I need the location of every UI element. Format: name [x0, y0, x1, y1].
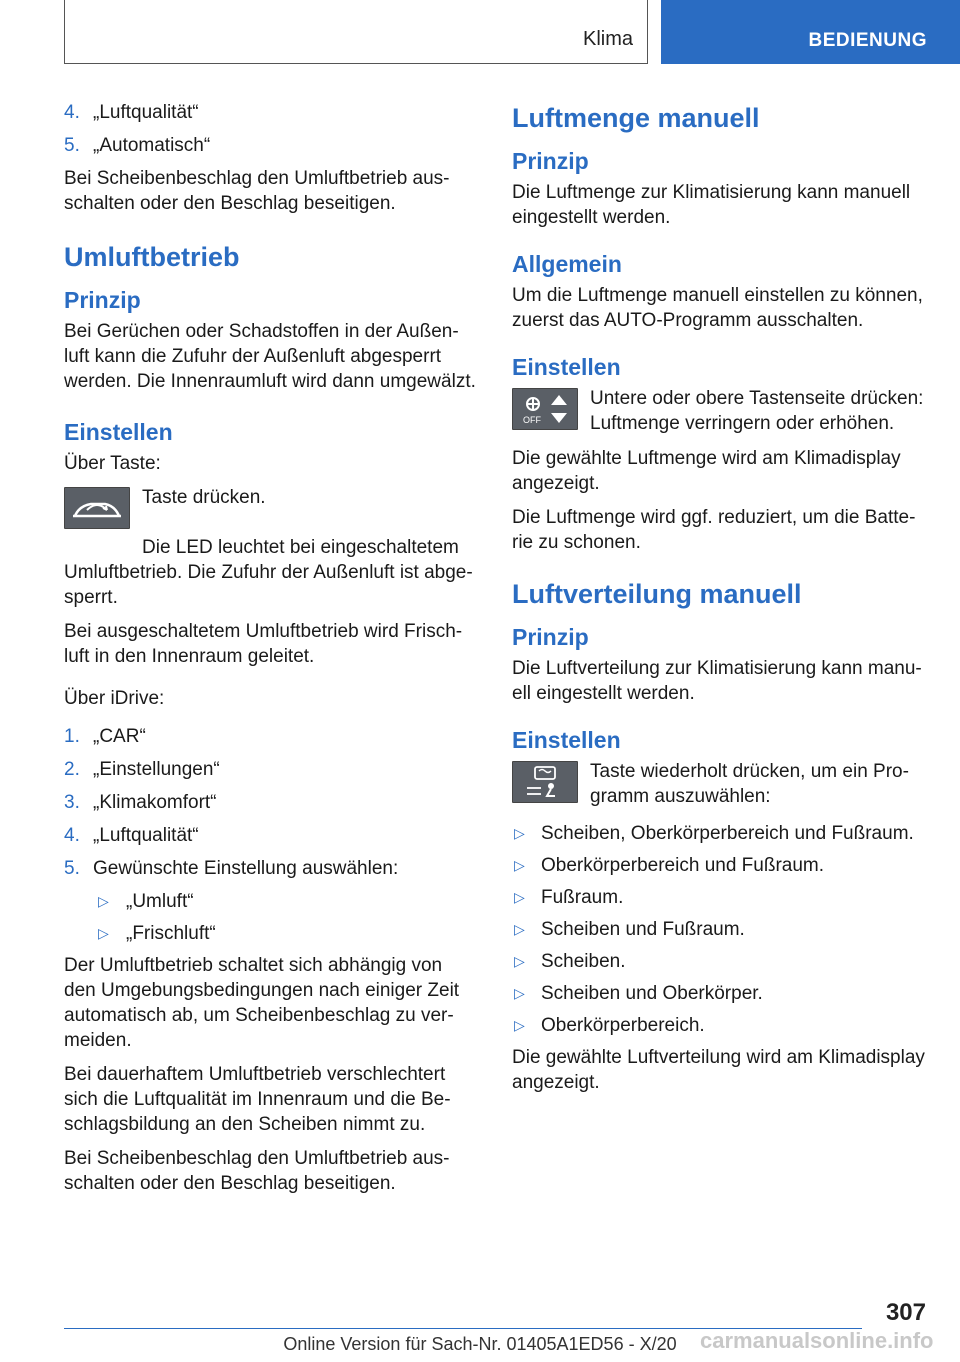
list-number: 2. — [64, 759, 80, 780]
paragraph: Die gewählte Luftmenge wird am Klimadisplay angezeigt. — [512, 448, 901, 494]
list-item — [64, 790, 478, 815]
paragraph: Taste drücken. — [142, 487, 266, 508]
list-text: „Luftqualität“ — [93, 825, 199, 846]
list-text: Oberkörperbereich und Fußraum. — [541, 855, 825, 876]
footer-text: Online Version für Sach-Nr. 01405A1ED56 - X/20 — [283, 1334, 677, 1354]
triangle-bullet-icon: ▷ — [514, 825, 525, 841]
list-number: 4. — [64, 825, 80, 846]
program-list — [512, 821, 932, 1038]
list-number: 5. — [64, 858, 80, 879]
list-item — [64, 133, 478, 158]
list-item — [512, 885, 932, 910]
idrive-steps — [64, 724, 478, 881]
list-item — [64, 889, 478, 914]
list-text: Oberkörperbereich. — [541, 1015, 705, 1036]
list-item — [512, 917, 932, 942]
icon-row — [64, 485, 478, 535]
list-item — [512, 1013, 932, 1038]
paragraph: Bei ausgeschaltetem Umluftbetrieb wird Frisch-luft in den Innenraum geleitet. — [64, 621, 463, 667]
paragraph: Die Luftmenge zur Klimatisierung kann manuell eingestellt werden. — [512, 182, 911, 228]
paragraph: Über iDrive: — [64, 688, 165, 709]
paragraph: Bei Gerüchen oder Schadstoffen in der Außen-luft kann die Zufuhr der Außenluft abgesperrt werden. Die Innenraumluft wird dann umgewälzt. — [64, 321, 476, 392]
heading-prinzip: Prinzip — [512, 148, 589, 174]
fan-off-label: OFF — [523, 415, 541, 425]
paragraph: Bei dauerhaftem Umluftbetrieb verschlechtert sich die Luftqualität im Innenraum und die Be-schlagsbildung an den Scheiben nimmt zu. — [64, 1064, 451, 1135]
list-item — [64, 100, 478, 125]
top-list — [64, 100, 478, 158]
right-column — [512, 100, 932, 1104]
list-number: 1. — [64, 726, 80, 747]
heading-einstellen: Einstellen — [512, 354, 621, 380]
list-item — [512, 821, 932, 846]
list-text: Scheiben und Fußraum. — [541, 919, 745, 940]
sub-options — [64, 889, 478, 946]
page-number: 307 — [885, 1299, 926, 1326]
triangle-bullet-icon: ▷ — [98, 925, 109, 941]
paragraph: Bei Scheibenbeschlag den Umluftbetrieb aus-schalten oder den Beschlag beseitigen. — [64, 1148, 450, 1194]
list-item — [512, 949, 932, 974]
heading-umluftbetrieb: Umluftbetrieb — [64, 242, 240, 272]
list-number: 4. — [64, 102, 80, 123]
triangle-bullet-icon: ▷ — [514, 985, 525, 1001]
list-text: Scheiben, Oberkörperbereich und Fußraum. — [541, 823, 914, 844]
list-item — [64, 856, 478, 881]
list-text: „Einstellungen“ — [93, 759, 220, 780]
triangle-bullet-icon: ▷ — [514, 921, 525, 937]
watermark: carmanualsonline.info — [700, 1328, 934, 1353]
header-tab-label: BEDIENUNG — [808, 30, 927, 51]
triangle-bullet-icon: ▷ — [514, 857, 525, 873]
list-item — [512, 981, 932, 1006]
header-tab — [661, 0, 960, 64]
triangle-bullet-icon: ▷ — [514, 1017, 525, 1033]
icon-row — [512, 386, 932, 446]
triangle-bullet-icon: ▷ — [514, 889, 525, 905]
icon-row — [512, 759, 932, 821]
list-text: „Umluft“ — [126, 891, 194, 912]
paragraph: Der Umluftbetrieb schaltet sich abhängig von den Umgebungsbedingungen nach einiger Zeit automatisch ab, um Scheibenbeschlag zu ver-meiden. — [64, 955, 460, 1051]
heading-einstellen: Einstellen — [512, 727, 621, 753]
paragraph: Die LED leuchtet bei eingeschaltetem Umluftbetrieb. Die Zufuhr der Außenluft ist abge-sperrt. — [64, 537, 473, 608]
list-item — [512, 853, 932, 878]
list-item — [64, 921, 478, 946]
left-column — [64, 100, 478, 1205]
list-text: „Luftqualität“ — [93, 102, 199, 123]
paragraph: Die Luftmenge wird ggf. reduziert, um die Batte-rie zu schonen. — [512, 507, 916, 553]
heading-einstellen: Einstellen — [64, 419, 173, 445]
paragraph: Die Luftverteilung zur Klimatisierung kann manu-ell eingestellt werden. — [512, 658, 922, 704]
header-section-title: Klima — [582, 28, 633, 50]
paragraph: Über Taste: — [64, 453, 161, 474]
heading-prinzip: Prinzip — [512, 624, 589, 650]
heading-allgemein: Allgemein — [512, 251, 622, 277]
list-text: Gewünschte Einstellung auswählen: — [93, 858, 399, 879]
paragraph: Um die Luftmenge manuell einstellen zu können, zuerst das AUTO-Programm ausschalten. — [512, 285, 923, 331]
list-text: „Automatisch“ — [93, 135, 211, 156]
paragraph: Untere oder obere Tastenseite drücken: Luftmenge verringern oder erhöhen. — [590, 388, 924, 434]
list-text: Fußraum. — [541, 887, 624, 908]
heading-prinzip: Prinzip — [64, 287, 141, 313]
list-item — [64, 757, 478, 782]
list-text: Scheiben und Oberkörper. — [541, 983, 763, 1004]
car-recirculation-icon — [64, 487, 130, 529]
list-item — [64, 724, 478, 749]
paragraph: Bei Scheibenbeschlag den Umluftbetrieb aus-schalten oder den Beschlag beseitigen. — [64, 168, 450, 214]
header-box — [64, 0, 648, 64]
air-distribution-icon — [512, 761, 578, 803]
heading-luftmenge-manuell: Luftmenge manuell — [512, 103, 760, 133]
list-text: „CAR“ — [93, 726, 146, 747]
triangle-bullet-icon: ▷ — [98, 893, 109, 909]
list-number: 5. — [64, 135, 80, 156]
list-number: 3. — [64, 792, 80, 813]
fan-off-up-down-icon — [512, 388, 578, 430]
list-text: „Klimakomfort“ — [93, 792, 217, 813]
list-item — [64, 823, 478, 848]
paragraph: Die gewählte Luftverteilung wird am Klimadisplay angezeigt. — [512, 1047, 925, 1093]
heading-luftverteilung-manuell: Luftverteilung manuell — [512, 579, 802, 609]
list-text: Scheiben. — [541, 951, 626, 972]
triangle-bullet-icon: ▷ — [514, 953, 525, 969]
paragraph: Taste wiederholt drücken, um ein Pro-gramm auszuwählen: — [590, 761, 909, 807]
list-text: „Frischluft“ — [126, 923, 216, 944]
